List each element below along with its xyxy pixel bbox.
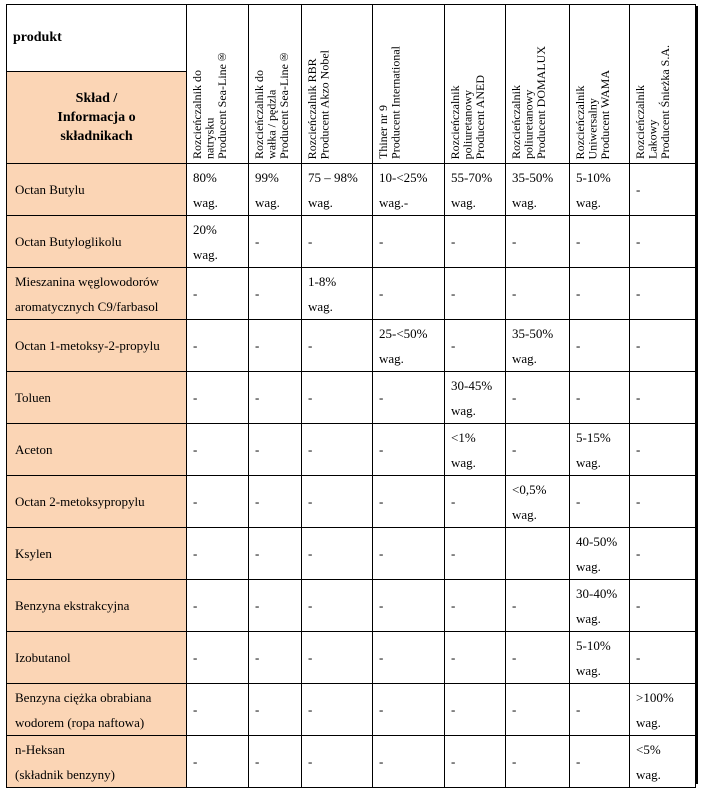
value-cell xyxy=(187,580,249,632)
value-cell xyxy=(445,736,506,788)
value-cell xyxy=(506,476,570,528)
value-cell xyxy=(445,216,506,268)
value-cell xyxy=(445,684,506,736)
value-cell xyxy=(302,736,373,788)
value-cell xyxy=(373,424,445,476)
value-cell xyxy=(373,580,445,632)
table-row xyxy=(7,320,696,372)
value-cell xyxy=(249,632,302,684)
row-label-text: n-Heksan (składnik benzyny) xyxy=(15,741,116,782)
cell-value: - xyxy=(512,286,517,301)
value-cell xyxy=(630,216,696,268)
cell-value: - xyxy=(451,598,456,613)
corner-composition-header: Skład / Informacja o składnikach xyxy=(7,72,187,164)
value-cell xyxy=(373,320,445,372)
value-cell xyxy=(570,424,630,476)
cell-value: 55-70% wag. xyxy=(451,170,493,210)
row-label-text: Izobutanol xyxy=(15,650,71,665)
cell-value: - xyxy=(512,650,517,665)
cell-value: - xyxy=(636,494,641,509)
cell-value: - xyxy=(379,702,384,717)
cell-value: - xyxy=(255,234,260,249)
cell-value: - xyxy=(193,546,198,561)
value-cell xyxy=(302,216,373,268)
cell-value: - xyxy=(193,338,198,353)
value-cell xyxy=(570,528,630,580)
value-cell xyxy=(445,580,506,632)
value-cell xyxy=(187,268,249,320)
cell-value: - xyxy=(636,598,641,613)
cell-value: - xyxy=(576,702,581,717)
row-label-text: Mieszanina węglowodorów aromatycznych C9/farbasol xyxy=(15,273,160,314)
cell-value: 40-50% wag. xyxy=(576,534,618,574)
column-header-8: Rozcieńczalnik Lakowy Producent Śnieżka S.A. xyxy=(630,5,696,164)
cell-value: >100% wag. xyxy=(636,690,674,730)
row-label-text: Octan Butylu xyxy=(15,182,85,197)
cell-value: - xyxy=(379,650,384,665)
value-cell xyxy=(630,164,696,216)
cell-value: - xyxy=(193,390,198,405)
value-cell xyxy=(249,476,302,528)
value-cell xyxy=(249,424,302,476)
cell-value: - xyxy=(512,234,517,249)
cell-value: - xyxy=(636,182,641,197)
value-cell xyxy=(302,372,373,424)
cell-value: 5-10% wag. xyxy=(576,638,611,678)
cell-value: <5% wag. xyxy=(636,742,661,782)
table-row xyxy=(7,528,696,580)
cell-value: 5-10% wag. xyxy=(576,170,611,210)
row-label-text: Toluen xyxy=(15,390,51,405)
row-label-text: Octan 1-metoksy-2-propylu xyxy=(15,338,160,353)
value-cell xyxy=(630,320,696,372)
row-label-text: Octan 2-metoksypropylu xyxy=(15,494,145,509)
cell-value: - xyxy=(255,442,260,457)
row-label xyxy=(7,684,187,736)
row-label xyxy=(7,580,187,632)
cell-value: - xyxy=(379,494,384,509)
row-label xyxy=(7,528,187,580)
table-row xyxy=(7,424,696,476)
column-header-5: Rozcieńczalnik poliuretanowy Producent ANED xyxy=(445,5,506,164)
table-row xyxy=(7,268,696,320)
row-label xyxy=(7,736,187,788)
value-cell xyxy=(249,164,302,216)
cell-value: - xyxy=(379,546,384,561)
cell-value: - xyxy=(512,442,517,457)
value-cell xyxy=(630,268,696,320)
cell-value: - xyxy=(308,442,313,457)
cell-value: - xyxy=(576,754,581,769)
cell-value: - xyxy=(379,598,384,613)
value-cell xyxy=(302,580,373,632)
row-label xyxy=(7,164,187,216)
table-row xyxy=(7,476,696,528)
table-row xyxy=(7,684,696,736)
value-cell xyxy=(373,632,445,684)
cell-value: - xyxy=(308,390,313,405)
value-cell xyxy=(373,476,445,528)
cell-value: - xyxy=(576,234,581,249)
value-cell xyxy=(187,632,249,684)
cell-value: - xyxy=(576,286,581,301)
cell-value: - xyxy=(255,702,260,717)
value-cell xyxy=(630,424,696,476)
row-label xyxy=(7,424,187,476)
cell-value: 30-45% wag. xyxy=(451,378,493,418)
cell-value: - xyxy=(451,338,456,353)
value-cell xyxy=(302,684,373,736)
cell-value: - xyxy=(451,546,456,561)
value-cell xyxy=(570,476,630,528)
cell-value: 20% wag. xyxy=(193,222,218,262)
value-cell xyxy=(506,216,570,268)
value-cell xyxy=(302,632,373,684)
value-cell xyxy=(506,632,570,684)
cell-value: - xyxy=(379,390,384,405)
column-header-3: Rozcieńczalnik RBR Producent Akzo Nobel xyxy=(302,5,373,164)
value-cell xyxy=(445,528,506,580)
value-cell xyxy=(187,424,249,476)
value-cell xyxy=(630,528,696,580)
cell-value: - xyxy=(512,702,517,717)
value-cell xyxy=(187,372,249,424)
value-cell xyxy=(187,528,249,580)
cell-value: - xyxy=(255,390,260,405)
value-cell xyxy=(506,736,570,788)
cell-value: 30-40% wag. xyxy=(576,586,618,626)
value-cell xyxy=(249,372,302,424)
value-cell xyxy=(445,164,506,216)
row-label xyxy=(7,476,187,528)
value-cell xyxy=(506,528,570,580)
composition-table xyxy=(6,4,696,788)
cell-value: - xyxy=(193,702,198,717)
row-label-text: Ksylen xyxy=(15,546,52,561)
value-cell xyxy=(187,476,249,528)
column-header-4: Thiner nr 9 Producent International xyxy=(373,5,445,164)
row-label xyxy=(7,216,187,268)
cell-value: <0,5% wag. xyxy=(512,482,547,522)
cell-value: - xyxy=(255,338,260,353)
cell-value: - xyxy=(379,234,384,249)
cell-value: - xyxy=(308,338,313,353)
cell-value: - xyxy=(255,494,260,509)
value-cell xyxy=(506,372,570,424)
value-cell xyxy=(506,164,570,216)
cell-value: - xyxy=(255,650,260,665)
value-cell xyxy=(506,424,570,476)
value-cell xyxy=(249,268,302,320)
column-header-7: Rozcieńczalnik Uniwersalny Producent WAMA xyxy=(570,5,630,164)
value-cell xyxy=(630,580,696,632)
cell-value: 35-50% wag. xyxy=(512,326,554,366)
value-cell xyxy=(302,528,373,580)
value-cell xyxy=(570,580,630,632)
value-cell xyxy=(630,372,696,424)
value-cell xyxy=(187,164,249,216)
cell-value: - xyxy=(512,754,517,769)
value-cell xyxy=(373,736,445,788)
cell-value: 5-15% wag. xyxy=(576,430,611,470)
value-cell xyxy=(570,736,630,788)
cell-value: - xyxy=(193,442,198,457)
value-cell xyxy=(445,320,506,372)
value-cell xyxy=(570,684,630,736)
value-cell xyxy=(373,372,445,424)
value-cell xyxy=(506,580,570,632)
value-cell xyxy=(570,320,630,372)
value-cell xyxy=(249,320,302,372)
cell-value: - xyxy=(193,598,198,613)
row-label xyxy=(7,632,187,684)
cell-value: - xyxy=(308,754,313,769)
cell-value: - xyxy=(636,650,641,665)
table-row xyxy=(7,736,696,788)
column-header-6: Rozcieńczalnik poliuretanowy Producent DOMALUX xyxy=(506,5,570,164)
value-cell xyxy=(630,736,696,788)
cell-value: - xyxy=(308,494,313,509)
cell-value: 35-50% wag. xyxy=(512,170,554,210)
cell-value: - xyxy=(193,494,198,509)
cell-value: - xyxy=(255,286,260,301)
row-label xyxy=(7,372,187,424)
cell-value: - xyxy=(636,546,641,561)
value-cell xyxy=(445,632,506,684)
value-cell xyxy=(249,580,302,632)
cell-value: - xyxy=(308,234,313,249)
table-row xyxy=(7,164,696,216)
value-cell xyxy=(445,372,506,424)
cell-value: - xyxy=(576,494,581,509)
value-cell xyxy=(445,268,506,320)
value-cell xyxy=(249,684,302,736)
table-row xyxy=(7,216,696,268)
cell-value: 1-8% wag. xyxy=(308,274,337,314)
cell-value: - xyxy=(636,442,641,457)
cell-value: - xyxy=(451,702,456,717)
row-label-text: Benzyna ciężka obrabiana wodorem (ropa naftowa) xyxy=(15,689,152,730)
cell-value: - xyxy=(255,546,260,561)
value-cell xyxy=(302,424,373,476)
cell-value: - xyxy=(451,650,456,665)
value-cell xyxy=(630,476,696,528)
value-cell xyxy=(630,684,696,736)
corner-product-header: produkt xyxy=(7,5,187,72)
cell-value: - xyxy=(379,754,384,769)
cell-value: - xyxy=(193,650,198,665)
cell-value: - xyxy=(451,754,456,769)
value-cell xyxy=(187,736,249,788)
value-cell xyxy=(302,164,373,216)
row-label-text: Octan Butyloglikolu xyxy=(15,234,122,249)
value-cell xyxy=(373,528,445,580)
value-cell xyxy=(570,372,630,424)
value-cell xyxy=(373,216,445,268)
table-row xyxy=(7,372,696,424)
value-cell xyxy=(373,684,445,736)
value-cell xyxy=(373,164,445,216)
cell-value: - xyxy=(379,286,384,301)
value-cell xyxy=(445,476,506,528)
column-header-2: Rozcieńczalnik do wałka / pędzla Producent Sea-Line® xyxy=(249,5,302,164)
cell-value: - xyxy=(308,702,313,717)
value-cell xyxy=(187,684,249,736)
cell-value: - xyxy=(379,442,384,457)
cell-value: - xyxy=(636,390,641,405)
cell-value: - xyxy=(193,286,198,301)
cell-value: - xyxy=(255,598,260,613)
cell-value: - xyxy=(512,598,517,613)
value-cell xyxy=(249,216,302,268)
value-cell xyxy=(249,736,302,788)
row-label xyxy=(7,268,187,320)
value-cell xyxy=(570,268,630,320)
cell-value: - xyxy=(255,754,260,769)
row-label-text: Aceton xyxy=(15,442,53,457)
cell-value: 75 – 98% wag. xyxy=(308,170,358,210)
value-cell xyxy=(302,320,373,372)
cell-value: 80% wag. xyxy=(193,170,218,210)
row-label-text: Benzyna ekstrakcyjna xyxy=(15,598,130,613)
cell-value: - xyxy=(193,754,198,769)
column-header-1: Rozcieńczalnik do natrysku Producent Sea-Line® xyxy=(187,5,249,164)
cell-value: <1% wag. xyxy=(451,430,476,470)
cell-value: 99% wag. xyxy=(255,170,280,210)
value-cell xyxy=(249,528,302,580)
cell-value: - xyxy=(576,338,581,353)
cell-value: - xyxy=(308,650,313,665)
row-label xyxy=(7,320,187,372)
cell-value: - xyxy=(451,286,456,301)
cell-value: - xyxy=(308,546,313,561)
cell-value: - xyxy=(451,234,456,249)
table-row xyxy=(7,580,696,632)
value-cell xyxy=(187,216,249,268)
value-cell xyxy=(570,632,630,684)
value-cell xyxy=(373,268,445,320)
value-cell xyxy=(570,164,630,216)
value-cell xyxy=(630,632,696,684)
value-cell xyxy=(506,684,570,736)
cell-value: - xyxy=(636,338,641,353)
cell-value: - xyxy=(451,494,456,509)
cell-value: 25-<50% wag. xyxy=(379,326,428,366)
cell-value: - xyxy=(308,598,313,613)
value-cell xyxy=(445,424,506,476)
value-cell xyxy=(302,268,373,320)
cell-value: - xyxy=(576,390,581,405)
value-cell xyxy=(570,216,630,268)
cell-value: - xyxy=(636,234,641,249)
value-cell xyxy=(506,268,570,320)
cell-value: - xyxy=(512,390,517,405)
value-cell xyxy=(506,320,570,372)
cell-value: - xyxy=(636,286,641,301)
cell-value: 10-<25% wag.- xyxy=(379,170,428,210)
value-cell xyxy=(187,320,249,372)
table-row xyxy=(7,632,696,684)
value-cell xyxy=(302,476,373,528)
